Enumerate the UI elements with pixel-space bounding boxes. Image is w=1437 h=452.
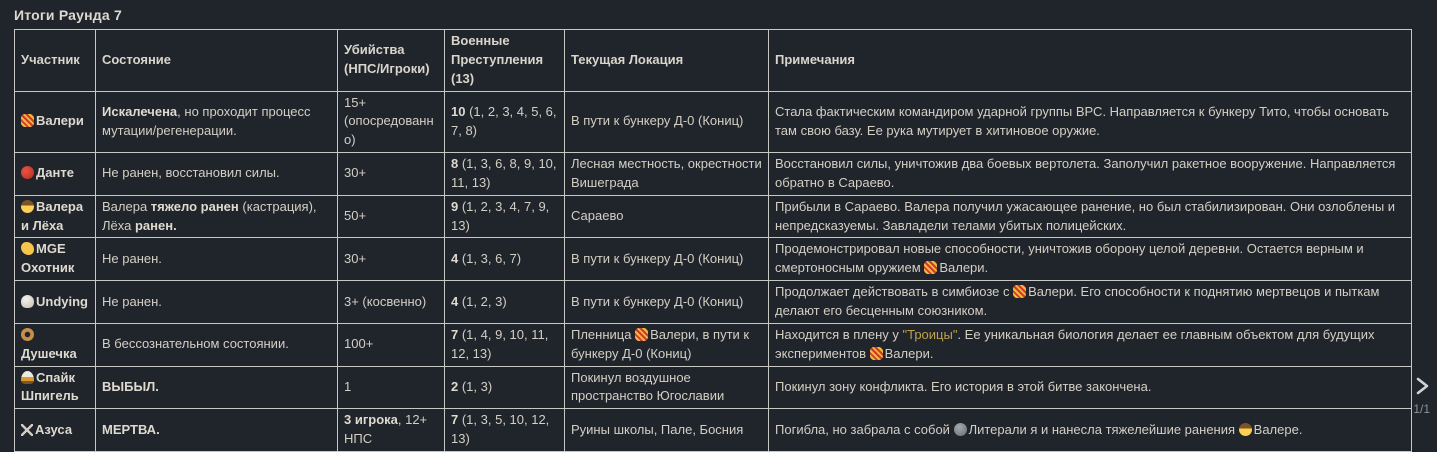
- cell-location: Руины школы, Пале, Босния: [565, 409, 769, 452]
- cell-location: Покинул воздушное пространство Югославии: [565, 366, 769, 409]
- cell-participant: Валера и Лёха: [15, 195, 96, 238]
- donut-icon: [21, 328, 34, 341]
- cell-participant: Азуса: [15, 409, 96, 452]
- col-header-state: Состояние: [96, 30, 338, 92]
- table-row: [15, 281, 1412, 324]
- cell-crimes: 4 (1, 2, 3): [445, 281, 565, 324]
- col-header-kills: Убийства (НПС/Игроки): [338, 30, 445, 92]
- cowboy-icon: [21, 200, 34, 213]
- dna-icon: [635, 328, 648, 341]
- cell-participant: Undying: [15, 281, 96, 324]
- moon-icon: [954, 423, 967, 436]
- swipe-counter: 1/1: [1413, 402, 1430, 416]
- skull-icon: [21, 295, 34, 308]
- dna-icon: [924, 261, 937, 274]
- results-table-body: [15, 91, 1412, 451]
- cell-state: В бессознательном состоянии.: [96, 323, 338, 366]
- col-header-participant: Участник: [15, 30, 96, 92]
- table-row: [15, 366, 1412, 409]
- cell-state: Не ранен.: [96, 238, 338, 281]
- cell-notes: Продолжает действовать в симбиозе с Валери. Его способности к поднятию мертвецов и пыткам делают его бесценным союзником.: [769, 281, 1412, 324]
- cell-kills: 100+: [338, 323, 445, 366]
- cell-participant: MGE Охотник: [15, 238, 96, 281]
- cell-location: Пленница Валери, в пути к бункеру Д-0 (Кониц): [565, 323, 769, 366]
- cell-state: Не ранен.: [96, 281, 338, 324]
- cell-crimes: 4 (1, 3, 6, 7): [445, 238, 565, 281]
- col-header-notes: Примечания: [769, 30, 1412, 92]
- cell-kills: 3 игрока, 12+ НПС: [338, 409, 445, 452]
- cell-state: ВЫБЫЛ.: [96, 366, 338, 409]
- crossed-swords-icon: [21, 424, 33, 436]
- cell-location: В пути к бункеру Д-0 (Кониц): [565, 238, 769, 281]
- cell-notes: Стала фактическим командиром ударной группы ВРС. Направляется к бункеру Тито, чтобы основать там свою базу. Ее рука мутирует в хитиновое оружие.: [769, 91, 1412, 153]
- table-row: [15, 409, 1412, 452]
- cell-location: В пути к бункеру Д-0 (Кониц): [565, 281, 769, 324]
- cell-crimes: 8 (1, 3, 6, 8, 9, 10, 11, 13): [445, 153, 565, 196]
- cell-location: Сараево: [565, 195, 769, 238]
- table-row: [15, 153, 1412, 196]
- devil-icon: [21, 166, 34, 179]
- cowboy-icon: [1239, 423, 1252, 436]
- cell-crimes: 7 (1, 3, 5, 10, 12, 13): [445, 409, 565, 452]
- dna-icon: [870, 347, 883, 360]
- cell-crimes: 7 (1, 4, 9, 10, 11, 12, 13): [445, 323, 565, 366]
- cell-state: Не ранен, восстановил силы.: [96, 153, 338, 196]
- cell-notes: Восстановил силы, уничтожив два боевых вертолета. Заполучил ракетное вооружение. Направляется обратно в Сараево.: [769, 153, 1412, 196]
- table-row: [15, 238, 1412, 281]
- cell-state: МЕРТВА.: [96, 409, 338, 452]
- table-row: [15, 323, 1412, 366]
- cell-notes: Покинул зону конфликта. Его история в этой битве закончена.: [769, 366, 1412, 409]
- cell-location: В пути к бункеру Д-0 (Кониц): [565, 91, 769, 153]
- dna-icon: [1013, 285, 1026, 298]
- cell-notes: Прибыли в Сараево. Валера получил ужасающее ранение, но был стабилизирован. Они озлоблены и непредсказуемы. Завладели телами убитых полицейских.: [769, 195, 1412, 238]
- cell-crimes: 10 (1, 2, 3, 4, 5, 6, 7, 8): [445, 91, 565, 153]
- cell-crimes: 9 (1, 2, 3, 4, 7, 9, 13): [445, 195, 565, 238]
- cell-participant: Данте: [15, 153, 96, 196]
- cell-participant: Спайк Шпигель: [15, 366, 96, 409]
- table-header-row: [15, 30, 1412, 92]
- table-row: [15, 91, 1412, 153]
- round-results-table: [14, 29, 1412, 452]
- dna-icon: [21, 114, 34, 127]
- cell-location: Лесная местность, окрестности Вишеграда: [565, 153, 769, 196]
- cell-kills: 3+ (косвенно): [338, 281, 445, 324]
- cell-crimes: 2 (1, 3): [445, 366, 565, 409]
- cell-state: Искалечена, но проходит процесс мутации/регенерации.: [96, 91, 338, 153]
- cell-notes: Находится в плену у "Троицы". Ее уникальная биология делает ее главным объектом для будущих экспериментов Валери.: [769, 323, 1412, 366]
- cell-kills: 50+: [338, 195, 445, 238]
- cell-participant: Душечка: [15, 323, 96, 366]
- cell-kills: 1: [338, 366, 445, 409]
- chevron-right-icon: [1414, 376, 1430, 396]
- biceps-icon: [21, 242, 34, 255]
- col-header-war-crimes: Военные Преступления (13): [445, 30, 565, 92]
- cell-state: Валера тяжело ранен (кастрация), Лёха ранен.: [96, 195, 338, 238]
- cell-notes: Продемонстрировал новые способности, уничтожив оборону целой деревни. Остается верным и смертоносным оружием Валери.: [769, 238, 1412, 281]
- cell-kills: 15+ (опосредованно): [338, 91, 445, 153]
- cell-participant: Валери: [15, 91, 96, 153]
- swipe-next-button[interactable]: [1411, 375, 1433, 397]
- cell-kills: 30+: [338, 238, 445, 281]
- cell-notes: Погибла, но забрала с собой Литерали я и нанесла тяжелейшие ранения Валере.: [769, 409, 1412, 452]
- col-header-location: Текущая Локация: [565, 30, 769, 92]
- table-row: [15, 195, 1412, 238]
- spaceship-icon: [21, 371, 34, 384]
- round-results-title: Итоги Раунда 7: [14, 7, 122, 23]
- cell-kills: 30+: [338, 153, 445, 196]
